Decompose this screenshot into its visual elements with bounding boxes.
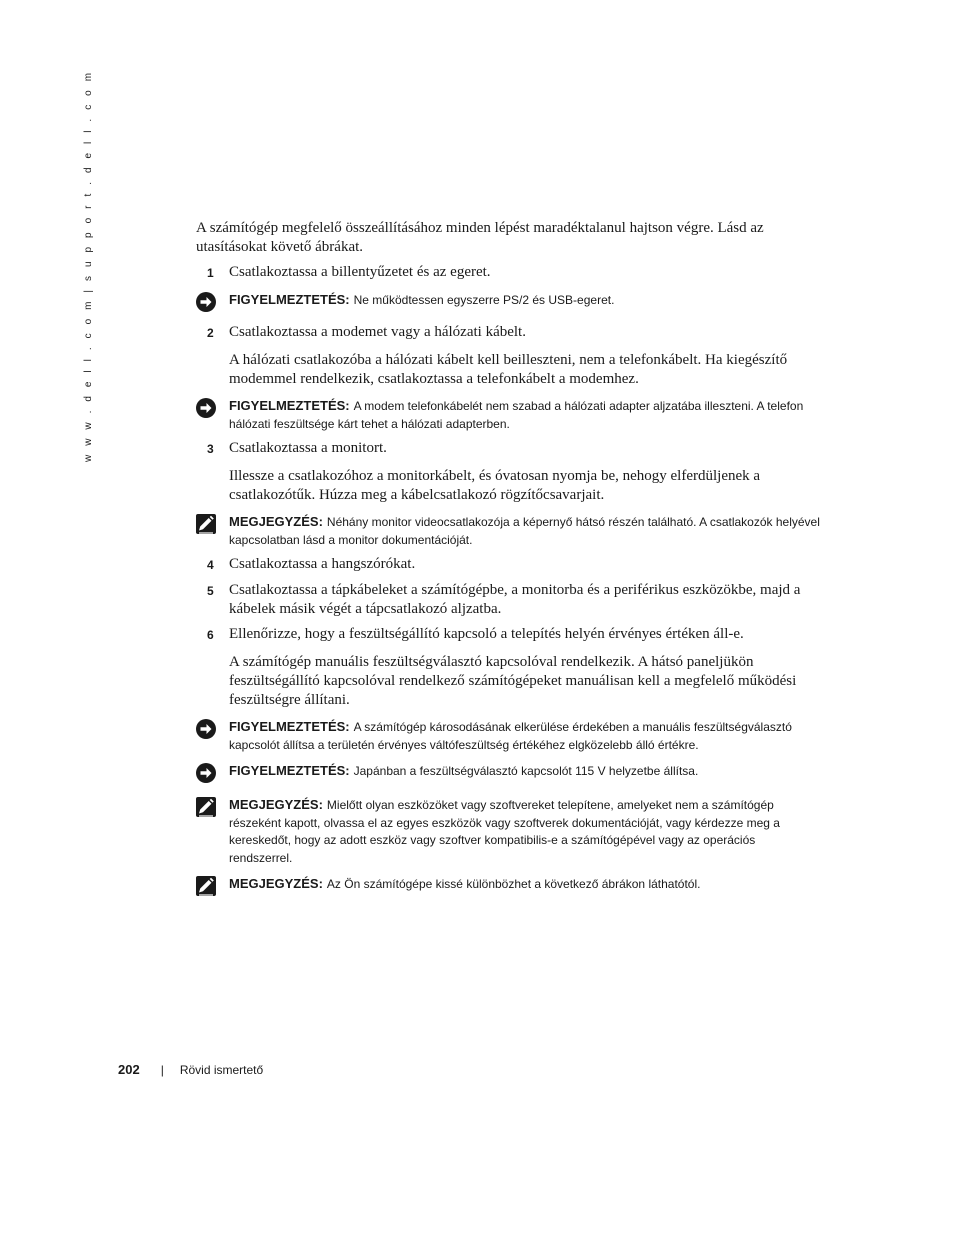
caution-label: FIGYELMEZTETÉS: <box>229 719 350 734</box>
caution-4 <box>196 762 820 788</box>
note-label: MEGJEGYZÉS: <box>229 514 323 529</box>
caution-text: A modem telefonkábelét nem szabad a hálózati adapter aljzatába illeszteni. A telefon hálózati feszültsége kárt tehet a hálózati adapterben. <box>229 399 804 431</box>
main-content <box>196 219 820 901</box>
step-number: 6 <box>207 628 214 642</box>
step-6-detail: A számítógép manuális feszültségválasztó kapcsolóval rendelkezik. A hátsó paneljükön feszültségállító kapcsolóval rendelkező számítógépeket manuálisan kell a megfelelő működési feszültségre állítani. <box>229 654 797 708</box>
step-number: 2 <box>207 326 214 340</box>
step-1 <box>196 263 820 283</box>
step-2 <box>196 323 820 343</box>
caution-text: Japánban a feszültségválasztó kapcsolót 115 V helyzetbe állítsa. <box>353 764 699 778</box>
caution-label: FIGYELMEZTETÉS: <box>229 398 350 413</box>
page-number: 202 <box>118 1062 140 1077</box>
step-number: 1 <box>207 266 214 280</box>
step-2-detail: A hálózati csatlakozóba a hálózati kábelt kell beilleszteni, nem a telefonkábelt. Ha kiegészítő modemmel rendelkezik, csatlakoztassa a telefonkábelt a modemhez. <box>229 352 788 387</box>
caution-3 <box>196 718 820 754</box>
note-pencil-icon <box>196 875 229 901</box>
section-title: Rövid ismertető <box>179 1063 264 1077</box>
step-3 <box>196 439 820 459</box>
note-pencil-icon <box>196 796 229 867</box>
caution-arrow-icon <box>196 291 229 317</box>
step-number: 4 <box>207 558 214 572</box>
caution-label: FIGYELMEZTETÉS: <box>229 763 350 778</box>
step-6 <box>196 625 820 645</box>
note-pencil-icon <box>196 513 229 549</box>
caution-label: FIGYELMEZTETÉS: <box>229 292 350 307</box>
step-number: 3 <box>207 442 214 456</box>
step-5 <box>196 581 820 619</box>
note-text: Néhány monitor videocsatlakozója a képernyő hátsó részén található. A csatlakozók helyével kapcsolatban lásd a monitor dokumentációját. <box>229 515 820 547</box>
step-number: 5 <box>207 584 214 598</box>
note-label: MEGJEGYZÉS: <box>229 876 323 891</box>
footer-separator: | <box>160 1063 164 1077</box>
step-text: Csatlakoztassa a monitort. <box>229 440 387 456</box>
caution-1 <box>196 291 820 317</box>
step-3-detail: Illessze a csatlakozóhoz a monitorkábelt, és óvatosan nyomja be, nehogy elferdüljenek a csatlakozótűk. Húzza meg a kábelcsatlakozó rögzítőcsavarjait. <box>229 468 761 503</box>
note-text: Mielőtt olyan eszközöket vagy szoftvereket telepítene, amelyeket nem a számítógép részeként kapott, olvassa el az egyes eszközök vagy szoftverek dokumentációját, vagy kérdezze meg a kereskedőt, hogy az adott eszköz vagy szoftver kompatibilis-e a számítógépével vagy az operációs rendszerrel. <box>229 798 780 865</box>
step-4 <box>196 555 820 575</box>
caution-2 <box>196 397 820 433</box>
step-text: Ellenőrizze, hogy a feszültségállító kapcsoló a telepítés helyén érvényes értéken áll-e. <box>229 626 744 642</box>
note-1 <box>196 513 820 549</box>
step-text: Csatlakoztassa a hangszórókat. <box>229 556 416 572</box>
intro-paragraph: A számítógép megfelelő összeállításához minden lépést maradéktalanul hajtson végre. Lásd az utasításokat követő ábrákat. <box>196 220 764 255</box>
step-text: Csatlakoztassa a modemet vagy a hálózati kábelt. <box>229 324 526 340</box>
note-label: MEGJEGYZÉS: <box>229 797 323 812</box>
caution-arrow-icon <box>196 718 229 754</box>
note-3 <box>196 875 820 901</box>
step-text: Csatlakoztassa a tápkábeleket a számítógépbe, a monitorba és a periférikus eszközökbe, majd a kábelek másik végét a tápcsatlakozó aljzatba. <box>229 582 801 617</box>
page-footer <box>118 1062 263 1077</box>
caution-arrow-icon <box>196 762 229 788</box>
caution-text: A számítógép károsodásának elkerülése érdekében a manuális feszültségválasztó kapcsolót állítsa a területén érvényes váltófeszültség értékéhez elgközelebb álló értékre. <box>229 720 792 752</box>
note-text: Az Ön számítógépe kissé különbözhet a következő ábrákon láthatótól. <box>326 877 701 891</box>
note-2 <box>196 796 820 867</box>
side-url: w w w . d e l l . c o m | s u p p o r t . d e l l . c o m <box>83 69 94 462</box>
step-text: Csatlakoztassa a billentyűzetet és az egeret. <box>229 264 491 280</box>
caution-arrow-icon <box>196 397 229 433</box>
caution-text: Ne működtessen egyszerre PS/2 és USB-egeret. <box>353 293 615 307</box>
